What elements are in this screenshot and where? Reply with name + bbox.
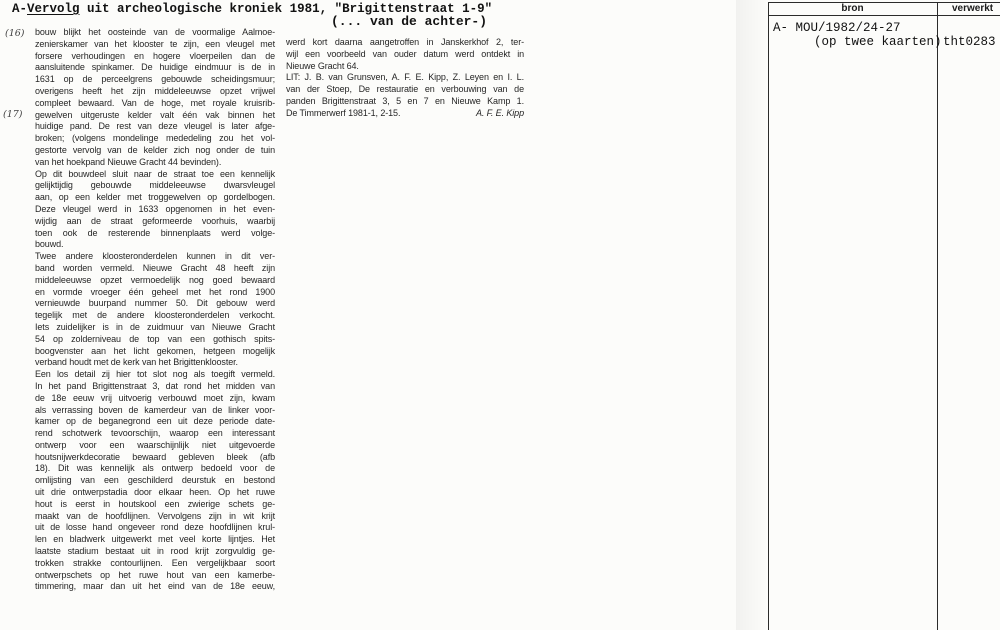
text-line: en vormde vroeger één geheel met het rond 1900 (35, 286, 275, 297)
bron-value-line2: (op twee kaarten) (814, 35, 942, 49)
text-line: overigens heeft het zijn middeleeuwse opzet vrijwel (35, 85, 275, 96)
text-line: Op dit bouwdeel sluit naar de straat toe een kennelijk (35, 168, 275, 179)
text-line: als verrassing boven de kamerdeur van de linker voor- (35, 404, 275, 415)
text-line: middeleeuwse opzet vermoedelijk nog goed bewaard (35, 274, 275, 285)
text-line: bouwd. (35, 239, 64, 250)
scan-shadow-strip (736, 0, 766, 630)
text-line: maakt van de hoofdlijnen. Vervolgens zijn in wit krijt (35, 510, 275, 521)
text-line: wijl een voorbeeld van ouder datum werd ontdekt in (286, 48, 524, 59)
article-column-2 (286, 37, 524, 108)
text-line: ontwerp voor een waarschijnlijk niet uitgevoerde (35, 439, 275, 450)
table-column-divider (937, 2, 938, 630)
text-line: 54 op zolderniveau de top van een gothisch spits- (35, 333, 275, 344)
text-line: LIT: J. B. van Grunsven, A. F. E. Kipp, Z. Leyen en I. L. (286, 72, 524, 83)
text-line: forsere verhoudingen en hogere vloerpeilen dan de (35, 50, 275, 61)
text-line: 18). Dit was kennelijk als ontwerp bedoeld voor de (35, 463, 275, 474)
text-line: ontwerpschets op het ruwe hout van een kamerbe- (35, 569, 275, 580)
text-line: uit de losse hand ongeveer rond deze hoofdlijnen krul- (35, 522, 275, 533)
column-header-bron: bron (841, 3, 864, 14)
text-line: toen ook de resterende binnenplaats werd volge- (35, 227, 275, 238)
page-subtitle: (... van de achter-) (331, 14, 488, 29)
text-line: gewelven uitgeruste kelder valt één vak binnen het (35, 109, 275, 120)
text-line: rend schotwerk tevoorschijn, waarop een interessant (35, 428, 275, 439)
text-line: Nieuwe Gracht 64. (286, 60, 359, 71)
text-line: In het pand Brigittenstraat 3, dat rond het midden van (35, 380, 275, 391)
text-line: trokken strakke contourlijnen. Een vergelijkbaar soort (35, 557, 275, 568)
text-line: de 18e eeuw vrij uitvoerig verbouwd moet zijn, kwam (35, 392, 275, 403)
title-rest: uit archeologische kroniek 1981, "Brigittenstraat 1-9" (79, 2, 493, 16)
text-line: gestorte vervolg van de kelder zich nog onder de tuin (35, 144, 275, 155)
text-line: gelijktijdig gebouwde middeleeuwse dwarsvleugel (35, 180, 275, 191)
text-line: band worden vermeld. Nieuwe Gracht 48 heeft zijn (35, 262, 275, 273)
text-line: compleet bewaard. Van de hoge, met royale kruisrib- (35, 97, 275, 108)
text-line: Twee andere kloosteronderdelen kunnen in dit ver- (35, 251, 275, 262)
text-line: bouw blijkt het oosteinde van de voormalige Aalmoe- (35, 27, 275, 37)
text-line: aansluitende spinkamer. De huidige eindmuur is de in (35, 62, 275, 73)
article-column-1 (35, 27, 275, 593)
text-line: huidige pand. De rest van deze vleugel is later afge- (35, 121, 275, 132)
text-line: aan, op een kelder met troggewelven op gordelbogen. (35, 192, 275, 203)
text-line: hout is eerst in houtskool een zwierige schets ge- (35, 498, 275, 509)
literature-reference: De Timmerwerf 1981-1, 2-15. (286, 107, 401, 118)
text-line: Iets zuidelijker is in de zuidmuur van Nieuwe Gracht (35, 321, 275, 332)
text-line: uit drie ontwerpstadia door elkaar heen. Op het ruwe (35, 487, 275, 498)
title-prefix: A- (12, 2, 28, 16)
table-border-left (768, 2, 769, 630)
margin-note-17: (17) (3, 109, 23, 120)
text-line: omlijsting van een geschilderd deurstuk en bestond (35, 475, 275, 486)
text-line: vernieuwde buurpand nummer 50. Dit gebouw werd (35, 298, 275, 309)
text-line: verband houdt met de kerk van het Brigittenklooster. (35, 357, 238, 368)
text-line: len en bladwerk uitgewerkt met veel korte lijntjes. Het (35, 534, 275, 545)
text-line: van der Stoep, De restauratie en verbouwing van de (286, 84, 524, 95)
text-line: wijdig aan de straat geformeerde voorhuis, waarbij (35, 215, 275, 226)
text-line: broken; (volgens mondelinge mededeling zou het vol- (35, 133, 275, 144)
text-line: timmering, maar dan uit het eind van de 18e eeuw, (35, 581, 275, 592)
text-line: zenierskamer van het klooster te zijn, een vleugel met (35, 38, 275, 49)
text-line: panden Brigittenstraat 3, 5 en 7 en Nieuwe Kamp 1. (286, 95, 524, 106)
text-line: laatste stadium bestaat uit in rood krijt zorgvuldig ge- (35, 546, 275, 557)
text-line: 1631 op de perceelgrens gebouwde scheidingsmuur; (35, 74, 275, 85)
text-line: houtsnijwerkdecoratie bewaard gebleven bleek (afb (35, 451, 275, 462)
bron-value-line1: A- MOU/1982/24-27 (773, 21, 901, 35)
title-underlined-word: Vervolg (27, 2, 80, 16)
text-line: werd kort daarna aangetroffen in Janskerkhof 2, ter- (286, 37, 524, 47)
text-line: Deze vleugel werd in 1633 opgenomen in het even- (35, 203, 275, 214)
author-signature: A. F. E. Kipp (475, 107, 524, 118)
verwerkt-value: tht0283 (943, 35, 996, 49)
text-line: van het hoekpand Nieuwe Gracht 44 bevinden). (35, 156, 222, 167)
text-line: tegelijk met de andere kloosteronderdelen verkocht. (35, 310, 275, 321)
margin-note-16: (16) (5, 28, 25, 39)
literature-last-line (286, 108, 524, 120)
column-header-verwerkt: verwerkt (952, 3, 994, 14)
text-line: kamer op de beganegrond een uit deze periode date- (35, 416, 275, 427)
text-line: Een los detail zij hier tot slot nog als toegift vermeld. (35, 369, 275, 380)
table-header-separator (768, 15, 1000, 16)
text-line: boogvenster aan het licht gekomen, hetgeen mogelijk (35, 345, 275, 356)
